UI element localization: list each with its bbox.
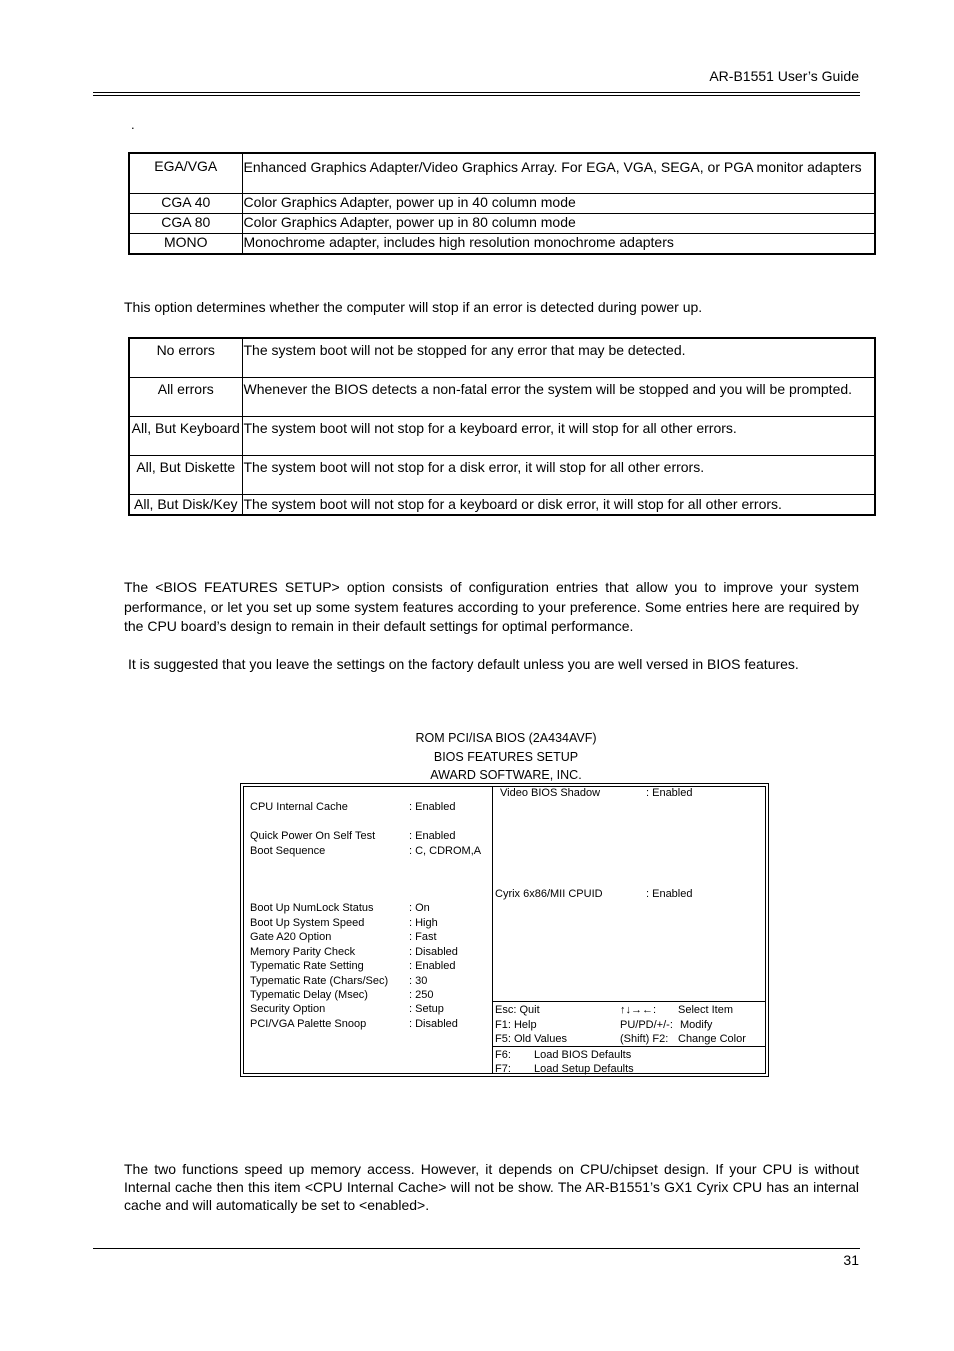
help-load-setup-defaults: Load Setup Defaults bbox=[534, 1063, 634, 1075]
bios-item-value[interactable]: : 250 bbox=[409, 989, 434, 1001]
option-key: CGA 80 bbox=[129, 214, 242, 234]
bios-item-value[interactable]: : Enabled bbox=[646, 888, 693, 900]
bios-item-label: PCI/VGA Palette Snoop bbox=[250, 1018, 367, 1030]
halt-intro-text: This option determines whether the computer will stop if an error is detected during power up. bbox=[124, 299, 703, 315]
help-select-item: Select Item bbox=[678, 1004, 734, 1016]
bios-title-line3: AWARD SOFTWARE, INC. bbox=[430, 768, 582, 782]
bios-item-value[interactable]: : Fast bbox=[409, 931, 437, 943]
table-row bbox=[129, 193, 875, 213]
option-description: The system boot will not be stopped for any error that may be detected. bbox=[242, 338, 875, 377]
bios-item-label: Boot Sequence bbox=[250, 845, 326, 857]
bios-item-value[interactable]: : Enabled bbox=[646, 787, 693, 799]
bios-item-label: Boot Up System Speed bbox=[250, 917, 365, 929]
bios-item-value[interactable]: : High bbox=[409, 917, 438, 929]
bios-item-label: Video BIOS Shadow bbox=[500, 787, 601, 799]
help-arrow-keys: ↑↓→←: bbox=[620, 1004, 657, 1016]
header-rule bbox=[93, 92, 860, 93]
bios-item-value[interactable]: : Enabled bbox=[409, 830, 456, 842]
table-row bbox=[129, 234, 875, 254]
option-key: All, But Disk/Key bbox=[129, 494, 242, 515]
bios-help-divider bbox=[492, 1001, 766, 1002]
bios-item-value[interactable]: : C, CDROM,A bbox=[409, 845, 482, 857]
help-f1-key: F1: Help bbox=[495, 1019, 537, 1031]
bios-item-label: Boot Up NumLock Status bbox=[250, 902, 374, 914]
option-description: The system boot will not stop for a keyboard error, it will stop for all other errors. bbox=[242, 416, 875, 455]
option-key: CGA 40 bbox=[129, 193, 242, 213]
cache-paragraph: The two functions speed up memory access. However, it depends on CPU/chipset design. If your CPU is without Internal cache then this item <CPU Internal Cache> will not be show. The AR-B1551’s GX1 Cyrix CPU has an internal cache and will automatically be set to <enabled>. bbox=[124, 1161, 859, 1213]
bios-item-value[interactable]: : On bbox=[409, 902, 430, 914]
stray-dot: . bbox=[131, 117, 135, 132]
video-options-table bbox=[128, 152, 876, 255]
bios-column-divider bbox=[492, 786, 493, 1074]
option-description: Color Graphics Adapter, power up in 40 column mode bbox=[242, 193, 875, 213]
bios-item-value[interactable]: : Disabled bbox=[409, 1018, 458, 1030]
help-change-color: Change Color bbox=[678, 1033, 746, 1045]
page-number: 31 bbox=[843, 1252, 859, 1268]
bios-item-label: Typematic Rate Setting bbox=[250, 960, 364, 972]
bios-item-label: Typematic Rate (Chars/Sec) bbox=[250, 975, 389, 987]
header-title: AR-B1551 User’s Guide bbox=[709, 68, 859, 84]
help-f7-key: F7: bbox=[495, 1063, 511, 1075]
option-key: No errors bbox=[129, 338, 242, 377]
header-rule-second bbox=[93, 95, 860, 96]
help-f5-key: F5: Old Values bbox=[495, 1033, 567, 1045]
help-shift-f2-key: (Shift) F2: bbox=[620, 1033, 669, 1045]
option-key: All, But Keyboard bbox=[129, 416, 242, 455]
option-key: All errors bbox=[129, 377, 242, 416]
bios-item-value[interactable]: : Disabled bbox=[409, 946, 458, 958]
option-key: EGA/VGA bbox=[129, 153, 242, 193]
features-advice: It is suggested that you leave the settings on the factory default unless you are well versed in BIOS features. bbox=[128, 656, 799, 672]
table-row bbox=[129, 455, 875, 494]
bios-item-label: Quick Power On Self Test bbox=[250, 830, 376, 842]
table-row bbox=[129, 153, 875, 193]
help-modify: Modify bbox=[680, 1019, 713, 1031]
bios-title-line2: BIOS FEATURES SETUP bbox=[433, 750, 579, 764]
option-description: Monochrome adapter, includes high resolution monochrome adapters bbox=[242, 234, 875, 254]
table-row bbox=[129, 494, 875, 515]
footer-rule bbox=[93, 1248, 860, 1249]
help-load-bios-defaults: Load BIOS Defaults bbox=[534, 1049, 632, 1061]
option-description: The system boot will not stop for a disk error, it will stop for all other errors. bbox=[242, 455, 875, 494]
features-paragraph: The <BIOS FEATURES SETUP> option consists of configuration entries that allow you to improve your system performance, or let you set up some system features according to your preference. Some entries here are required by the CPU board’s design to remain in their default settings for optimal performance. bbox=[124, 579, 859, 634]
table-row bbox=[129, 214, 875, 234]
bios-item-label: CPU Internal Cache bbox=[250, 801, 348, 813]
bios-help-divider-2 bbox=[492, 1046, 766, 1047]
halt-options-table bbox=[128, 337, 876, 516]
option-description: Color Graphics Adapter, power up in 80 column mode bbox=[242, 214, 875, 234]
bios-item-label: Security Option bbox=[250, 1003, 326, 1015]
table-row bbox=[129, 416, 875, 455]
bios-item-label: Typematic Delay (Msec) bbox=[250, 989, 368, 1001]
option-description: Enhanced Graphics Adapter/Video Graphics Array. For EGA, VGA, SEGA, or PGA monitor adapters bbox=[242, 153, 875, 193]
help-f6-key: F6: bbox=[495, 1049, 511, 1061]
bios-item-label: Memory Parity Check bbox=[250, 946, 356, 958]
help-esc-key: Esc: Quit bbox=[495, 1004, 540, 1016]
help-page-keys: PU/PD/+/-: bbox=[620, 1019, 673, 1031]
bios-item-value[interactable]: : Enabled bbox=[409, 960, 456, 972]
option-key: All, But Diskette bbox=[129, 455, 242, 494]
option-description: The system boot will not stop for a keyboard or disk error, it will stop for all other errors. bbox=[242, 494, 875, 515]
option-key: MONO bbox=[129, 234, 242, 254]
table-row bbox=[129, 338, 875, 377]
bios-item-value[interactable]: : Setup bbox=[409, 1003, 444, 1015]
option-description: Whenever the BIOS detects a non-fatal error the system will be stopped and you will be prompted. bbox=[242, 377, 875, 416]
bios-item-value[interactable]: : Enabled bbox=[409, 801, 456, 813]
bios-item-label: Cyrix 6x86/MII CPUID bbox=[495, 888, 603, 900]
bios-item-label: Gate A20 Option bbox=[250, 931, 332, 943]
bios-item-value[interactable]: : 30 bbox=[409, 975, 428, 987]
bios-title-line1: ROM PCI/ISA BIOS (2A434AVF) bbox=[415, 731, 597, 745]
table-row bbox=[129, 377, 875, 416]
